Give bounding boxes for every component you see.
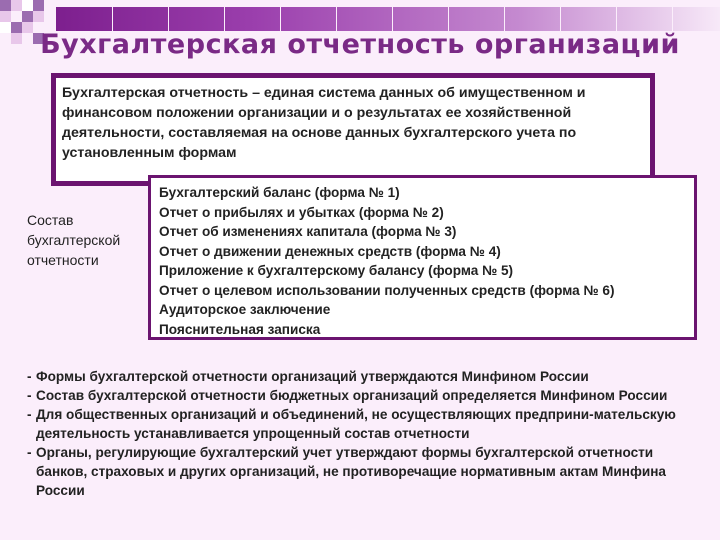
note-marker: - [27,388,32,403]
form-item: Отчет об изменениях капитала (форма № 3) [159,224,457,239]
note-item [27,405,707,443]
note-marker: - [27,445,32,460]
note-marker: - [27,369,32,384]
note-text: Формы бухгалтерской отчетности организаций утверждаются Минфином России [36,369,589,384]
form-item: Пояснительная записка [159,321,321,337]
notes-list [27,367,707,500]
deco-square [0,0,11,11]
deco-square [22,0,33,11]
note-text: Органы, регулирующие бухгалтерский учет утверждают формы бухгалтерской отчетности банков, страховых и других организаций, не противоречащие нормативным актам Минфина России [36,445,666,498]
form-item: Аудиторское заключение [159,302,331,317]
form-item: Отчет о движении денежных средств (форма № 4) [159,243,501,259]
form-item: Приложение к бухгалтерскому балансу (форма № 5) [159,263,514,278]
slide-title: Бухгалтерская отчетность организаций [40,29,680,60]
form-item: Отчет о прибылях и убытках (форма № 2) [159,204,444,220]
deco-square [22,11,33,22]
note-text: Для общественных организаций и объединений, не осуществляющих предприни-мательскую деятельность устанавливается упрощенный состав отчетности [36,407,676,441]
definition-box [51,73,655,186]
note-text: Состав бухгалтерской отчетности бюджетных организаций определяется Минфином России [36,388,668,403]
form-item: Отчет о целевом использовании полученных средств (форма № 6) [159,282,615,298]
deco-square [0,11,11,22]
definition-text: Бухгалтерская отчетность – единая система данных об имущественном и финансовом положении организации и о результатах ее хозяйственной деятельности, составляемая на основе данных бухгалтерского учета по установленным формам [62,85,586,161]
note-item [27,386,707,405]
deco-square [33,11,44,22]
composition-label: Состав бухгалтерской отчетности [27,212,121,268]
note-item [27,443,707,500]
form-item: Бухгалтерский баланс (форма № 1) [159,185,400,200]
note-marker: - [27,407,32,422]
note-item [27,367,707,386]
deco-square [11,0,22,11]
deco-square [33,0,44,11]
forms-list-box [148,175,697,340]
